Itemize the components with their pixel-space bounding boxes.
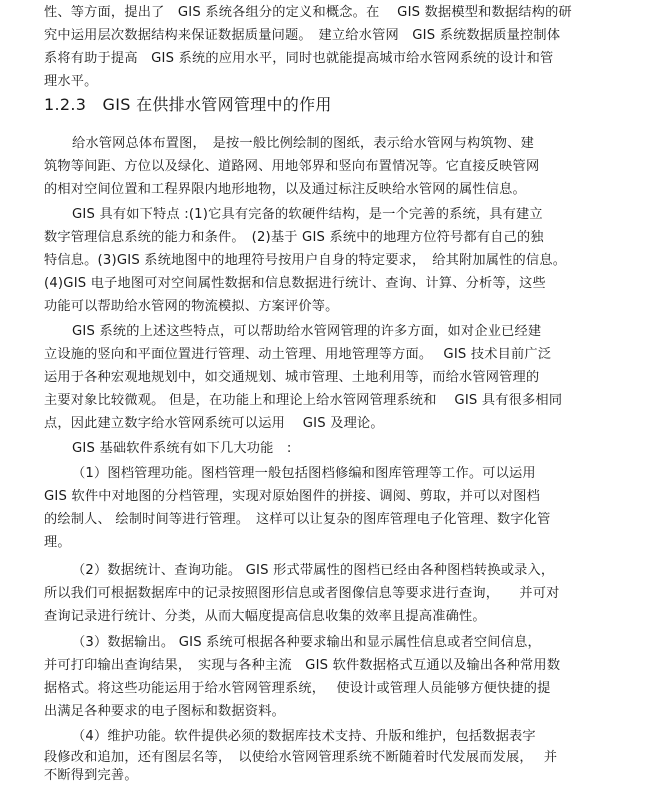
paragraph-line: 并可打印输出查询结果， 实现与各种主流 GIS 软件数据格式互通以及输出各种常用数 [44, 658, 561, 673]
paragraph-line: 的相对空间位置和工程界限内地形地物，以及通过标注反映给水管网的属性信息。 [44, 182, 526, 197]
paragraph-line: 主要对象比较微观。 但是，在功能上和理论上给水管网管理系统和 GIS 具有很多相同 [44, 393, 563, 408]
intro-line: 究中运用层次数据结构来保证数据质量问题。 建立给水管网 GIS 系统数据质量控制体 [44, 28, 561, 43]
paragraph-line: 据格式。将这些功能运用于给水管网管理系统， 使设计或管理人员能够方便快捷的提 [44, 681, 551, 696]
paragraph-line: 筑物等间距、方位以及绿化、道路网、用地邻界和竖向布置情况等。它直接反映管网 [44, 159, 540, 174]
intro-line: 性、等方面，提出了 GIS 系统各组分的定义和概念。在 GIS 数据模型和数据结构的研 [44, 5, 572, 20]
paragraph-line: (4)GIS 电子地图可对空间属性数据和信息数据进行统计、查询、计算、分析等，这些 [44, 276, 546, 291]
paragraph-line: （2）数据统计、查询功能。 GIS 形式带属性的图档已经由各种图档转换或录入， [72, 563, 555, 578]
paragraph-line: 所以我们可根据数据库中的记录按照图形信息或者图像信息等要求进行查询， 并可对 [44, 586, 560, 601]
paragraph-line: GIS 具有如下特点 :(1)它具有完备的软硬件结构，是一个完善的系统，具有建立 [72, 207, 543, 222]
paragraph-line: 功能可以帮助给水管网的物流模拟、方案评价等。 [44, 299, 339, 314]
paragraph-line: 数字管理信息系统的能力和条件。 (2)基于 GIS 系统中的地理方位符号都有自己的独 [44, 230, 544, 245]
paragraph-line: 立设施的竖向和平面位置进行管理、动土管理、用地管理等方面。 GIS 技术目前广泛 [44, 347, 552, 362]
paragraph-line: 的绘制人、 绘制时间等进行管理。 这样可以让复杂的图库管理电子化管理、数字化管 [44, 512, 551, 527]
paragraph-line: 特信息。(3)GIS 系统地图中的地理符号按用户自身的特定要求， 给其附加属性的信息。 [44, 253, 567, 268]
intro-line: 理水平。 [44, 74, 98, 89]
paragraph-line: （3）数据输出。 GIS 系统可根据各种要求输出和显示属性信息或者空间信息， [72, 635, 541, 650]
paragraph-line: 运用于各种宏观地规划中，如交通规划、城市管理、土地利用等，而给水管网管理的 [44, 370, 540, 385]
paragraph-line: 段修改和追加，还有图层名等， 以使给水管网管理系统不断随着时代发展而发展， 并 [44, 750, 558, 765]
paragraph-line: 理。 [44, 535, 71, 550]
intro-line: 系将有助于提高 GIS 系统的应用水平，同时也就能提高城市给水管网系统的设计和管 [44, 51, 554, 66]
paragraph-line: 给水管网总体布置图， 是按一般比例绘制的图纸，表示给水管网与构筑物、建 [72, 136, 534, 151]
paragraph-line: 出满足各种要求的电子图标和数据资料。 [44, 704, 285, 719]
paragraph-line: GIS 基础软件系统有如下几大功能 : [72, 441, 292, 456]
paragraph-line: GIS 软件中对地图的分档管理，实现对原始图件的拼接、调阅、剪取，并可以对图档 [44, 489, 541, 504]
paragraph-line: 不断得到完善。 [44, 768, 138, 783]
paragraph-line: 查询记录进行统计、分类，从而大幅度提高信息收集的效率且提高准确性。 [44, 609, 486, 624]
paragraph-line: 点，因此建立数字给水管网系统可以运用 GIS 及理论。 [44, 416, 384, 431]
paragraph-line: （4）维护功能。软件提供必须的数据库技术支持、升版和维护，包括数据表字 [72, 729, 536, 744]
paragraph-line: GIS 系统的上述这些特点，可以帮助给水管网管理的许多方面，如对企业已经建 [72, 324, 542, 339]
paragraph-line: （1）图档管理功能。图档管理一般包括图档修编和图库管理等工作。可以运用 [72, 466, 536, 481]
section-heading: 1.2.3 GIS 在供排水管网管理中的作用 [44, 95, 332, 114]
